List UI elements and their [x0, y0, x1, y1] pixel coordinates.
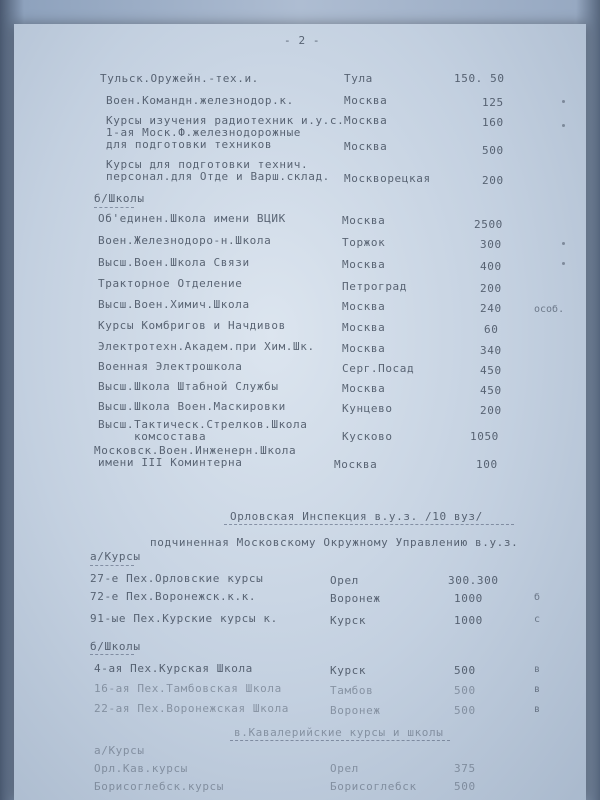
row-name-cont: имени III Коминтерна: [98, 456, 243, 469]
row-note: особ.: [534, 304, 565, 315]
row-city: Москва: [342, 300, 386, 313]
row-name: 22-ая Пех.Воронежская Школа: [94, 702, 290, 715]
section-header: а/Курсы: [94, 744, 145, 757]
row-city: Торжок: [342, 236, 386, 249]
row-city: Кусково: [342, 430, 393, 443]
row-count: 200: [480, 282, 502, 295]
row-name: Тульск.Оружейн.-тех.и.: [100, 72, 259, 85]
row-count: 300: [480, 238, 502, 251]
row-count: 200: [482, 174, 504, 187]
row-name-cont: персонал.для Отде и Варш.склад.: [106, 170, 330, 183]
row-name: Высш.Воен.Школа Связи: [98, 256, 250, 269]
header-underline: [90, 654, 134, 655]
row-name: Высш.Воен.Химич.Школа: [98, 298, 250, 311]
header-underline: [94, 207, 134, 208]
row-name: Воен.Командн.железнодор.к.: [106, 94, 294, 107]
row-name: 27-е Пех.Орловские курсы: [90, 572, 264, 585]
header-underline: [230, 740, 450, 741]
stray-mark: [562, 242, 565, 245]
section-header: а/Курсы: [90, 550, 141, 563]
row-count: 150. 50: [454, 72, 505, 85]
row-count: 375: [454, 762, 476, 775]
row-name: Курсы Комбригов и Начдивов: [98, 319, 286, 332]
row-name: Электротехн.Академ.при Хим.Шк.: [98, 340, 315, 353]
row-city: Серг.Посад: [342, 362, 415, 375]
row-note: в: [534, 664, 541, 675]
row-name: Борисоглебск.курсы: [94, 780, 225, 793]
row-count: 60: [484, 323, 499, 336]
row-city: Курск: [330, 614, 367, 627]
stray-mark: [562, 124, 565, 127]
document-page: [14, 24, 586, 800]
section-header: б/Школы: [94, 192, 145, 205]
row-city: Москворецкая: [344, 172, 431, 185]
row-count: 340: [480, 344, 502, 357]
header-underline: [90, 565, 134, 566]
row-count: 1050: [470, 430, 499, 443]
row-name-cont: комсостава: [134, 430, 207, 443]
row-count: 450: [480, 384, 502, 397]
row-note: с: [534, 614, 541, 625]
row-count: 100: [476, 458, 498, 471]
row-city: Москва: [342, 258, 386, 271]
row-name: Воен.Железнодоро-н.Школа: [98, 234, 272, 247]
row-count: 125: [482, 96, 504, 109]
row-count: 240: [480, 302, 502, 315]
page-number: - 2 -: [284, 34, 321, 47]
row-city: Воронеж: [330, 704, 381, 717]
row-name: Военная Электрошкола: [98, 360, 243, 373]
row-name: 4-ая Пех.Курская Школа: [94, 662, 253, 675]
orel-title: Орловская Инспекция в.у.з. /10 вуз/: [230, 510, 483, 523]
row-name: 72-е Пех.Воронежск.к.к.: [90, 590, 257, 603]
row-city: Орел: [330, 574, 359, 587]
row-note: б: [534, 592, 541, 603]
row-name: 91-ые Пех.Курские курсы к.: [90, 612, 278, 625]
section-header: в.Кавалерийские курсы и школы: [234, 726, 444, 739]
row-count: 1000: [454, 614, 483, 627]
row-count: 200: [480, 404, 502, 417]
orel-subtitle: подчиненная Московскому Окружному Управлению в.у.з.: [150, 536, 519, 549]
title-underline: [224, 524, 514, 525]
row-city: Тула: [344, 72, 373, 85]
row-count: 500: [454, 780, 476, 793]
row-count: 300.300: [448, 574, 499, 587]
row-city: Кунцево: [342, 402, 393, 415]
row-count: 2500: [474, 218, 503, 231]
row-name: Курсы для подготовки технич.: [106, 158, 309, 171]
row-city: Москва: [334, 458, 378, 471]
row-note: в: [534, 684, 541, 695]
row-name: Высш.Школа Штабной Службы: [98, 380, 279, 393]
row-city: Москва: [342, 214, 386, 227]
row-count: 500: [454, 704, 476, 717]
row-city: Москва: [344, 94, 388, 107]
row-count: 500: [454, 684, 476, 697]
section-header: б/Школы: [90, 640, 141, 653]
row-name: Орл.Кав.курсы: [94, 762, 188, 775]
row-city: Петроград: [342, 280, 408, 293]
row-city: Москва: [342, 342, 386, 355]
row-city: Москва: [342, 321, 386, 334]
row-city: Москва: [344, 140, 388, 153]
row-name: Высш.Школа Воен.Маскировки: [98, 400, 286, 413]
row-name: Об'единен.Школа имени ВЦИК: [98, 212, 286, 225]
row-city: Борисоглебск: [330, 780, 417, 793]
row-name: Высш.Тактическ.Стрелков.Школа: [98, 418, 308, 431]
row-city: Москва: [344, 114, 388, 127]
row-name: Курсы изучения радиотехник и.у.с.: [106, 114, 345, 127]
row-name: 16-ая Пех.Тамбовская Школа: [94, 682, 282, 695]
stray-mark: [562, 100, 565, 103]
row-name: Московск.Воен.Инженерн.Школа: [94, 444, 297, 457]
row-name: 1-ая Моск.Ф.железнодорожные: [106, 126, 302, 139]
row-city: Орел: [330, 762, 359, 775]
row-count: 160: [482, 116, 504, 129]
row-count: 500: [482, 144, 504, 157]
row-name: Тракторное Отделение: [98, 277, 243, 290]
row-city: Москва: [342, 382, 386, 395]
row-count: 500: [454, 664, 476, 677]
stray-mark: [562, 262, 565, 265]
row-city: Воронеж: [330, 592, 381, 605]
row-city: Тамбов: [330, 684, 374, 697]
row-name-cont: для подготовки техников: [106, 138, 273, 151]
row-count: 1000: [454, 592, 483, 605]
row-note: в: [534, 704, 541, 715]
row-city: Курск: [330, 664, 367, 677]
row-count: 450: [480, 364, 502, 377]
row-count: 400: [480, 260, 502, 273]
